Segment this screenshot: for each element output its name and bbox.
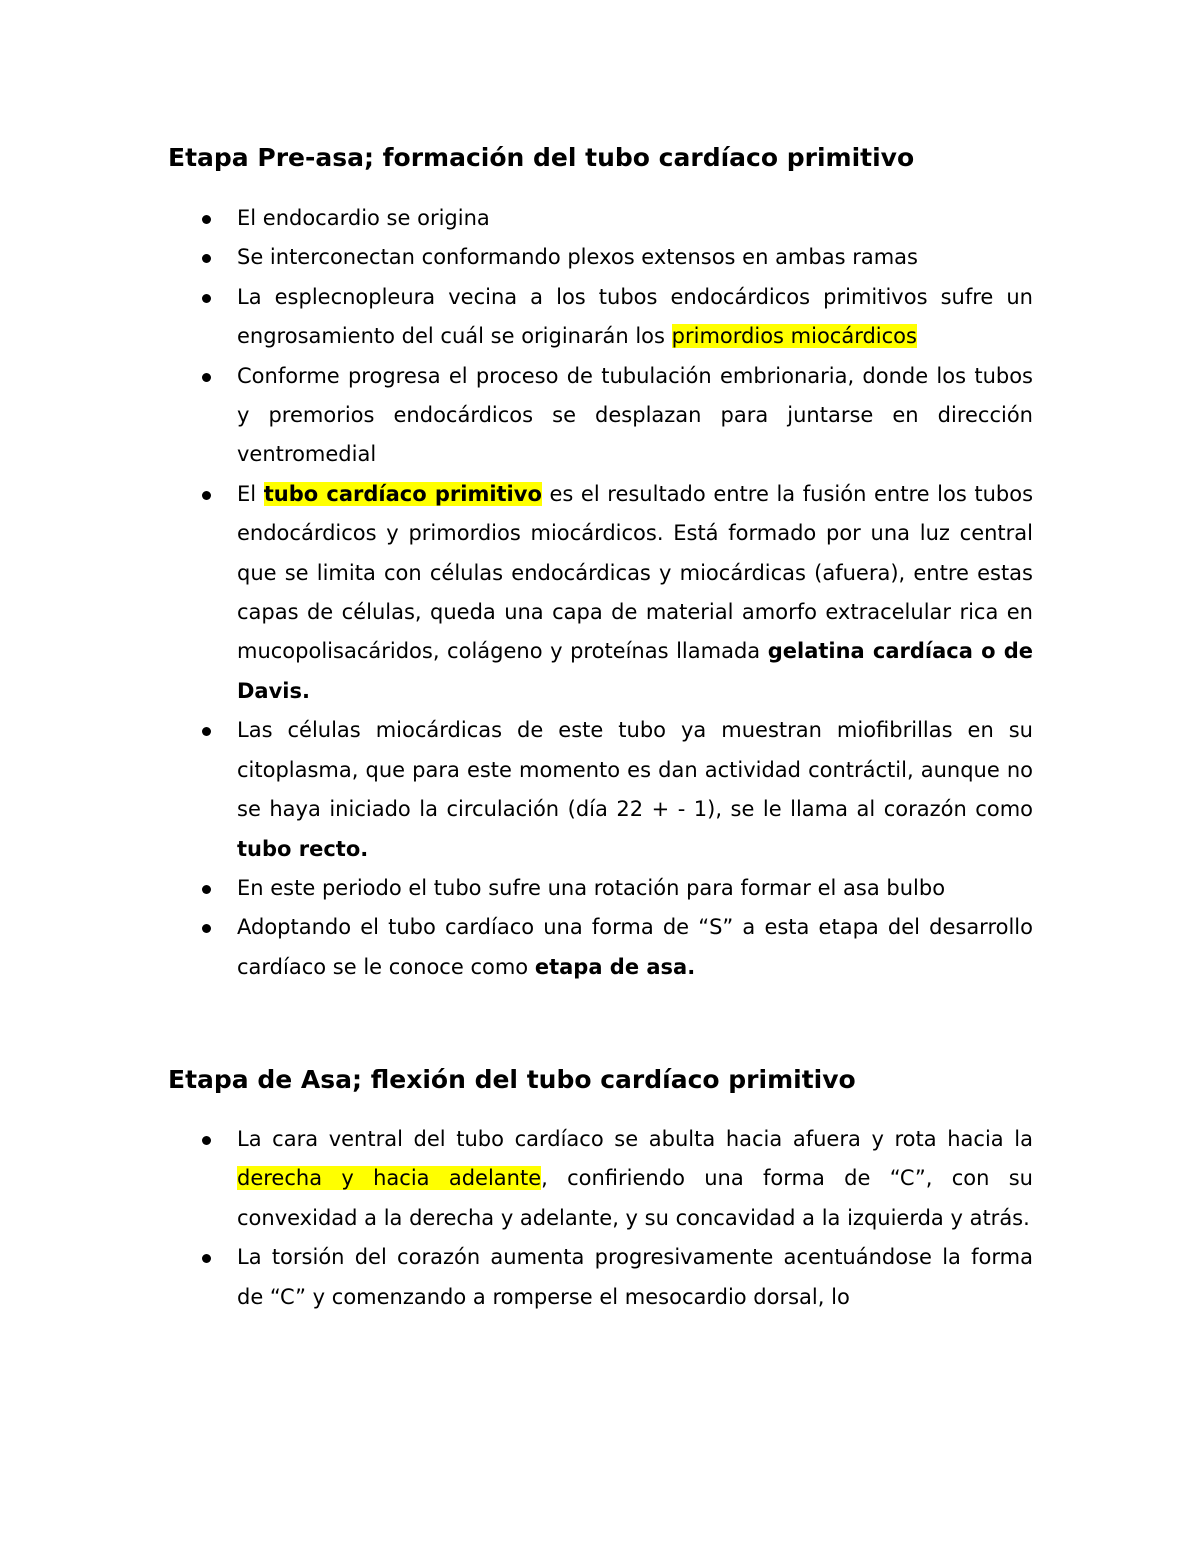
list-item xyxy=(237,278,1033,357)
bullet-text: En este periodo el tubo sufre una rotación para formar el asa bulbo xyxy=(237,875,946,900)
bullet-text: es el resultado entre la fusión entre los tubos endocárdicos y primordios miocárdicos. Está formado por una luz central que se limita con células endocárdicas y miocárdicas (afuera), entre estas capas de células, queda una capa de material amorfo extracelular rica en mucopolisacáridos, colágeno y proteínas llamada xyxy=(237,481,1034,664)
bullet-text: Se interconectan conformando plexos extensos en ambas ramas xyxy=(237,245,918,270)
bold-text: gelatina cardíaca o de Davis. xyxy=(237,639,1033,703)
bold-text: etapa de asa. xyxy=(534,954,696,979)
bullet-text: , confiriendo una forma de “C”, con su convexidad a la derecha y adelante, y su concavidad a la izquierda y atrás. xyxy=(237,1166,1033,1230)
bold-text: tubo recto. xyxy=(237,836,369,861)
list-item xyxy=(237,357,1033,475)
list-item xyxy=(237,238,1033,277)
list-item xyxy=(237,1120,1033,1238)
list-item xyxy=(237,1238,1033,1317)
bullet-text: La esplecnopleura vecina a los tubos endocárdicos primitivos sufre un engrosamiento del cuál se originarán los xyxy=(237,284,1033,349)
bullet-list-pre-asa xyxy=(237,199,1033,987)
bullet-text: El xyxy=(237,481,264,506)
highlighted-text: primordios miocárdicos xyxy=(671,324,917,349)
list-item xyxy=(237,711,1033,869)
list-item xyxy=(237,199,1033,238)
section-title-pre-asa: Etapa Pre-asa; formación del tubo cardíaco primitivo xyxy=(168,143,915,172)
bullet-text: La torsión del corazón aumenta progresivamente acentuándose la forma de “C” y comenzando a romperse el mesocardio dorsal, lo xyxy=(237,1245,1033,1309)
highlighted-text: derecha y hacia adelante xyxy=(237,1166,542,1191)
highlighted-bold-text: tubo cardíaco primitivo xyxy=(263,481,542,506)
list-item xyxy=(237,869,1033,908)
bullet-list-asa xyxy=(237,1120,1033,1317)
bullet-text: Las células miocárdicas de este tubo ya muestran miofibrillas en su citoplasma, que para este momento es dan actividad contráctil, aunque no se haya iniciado la circulación (día 22 + - 1), se le llama al corazón como xyxy=(237,718,1033,822)
list-item xyxy=(237,475,1033,711)
bullet-text: Conforme progresa el proceso de tubulación embrionaria, donde los tubos y premorios endocárdicos se desplazan para juntarse en dirección ventromedial xyxy=(237,363,1033,467)
list-item xyxy=(237,908,1033,987)
bullet-text: Adoptando el tubo cardíaco una forma de “S” a esta etapa del desarrollo cardíaco se le conoce como xyxy=(237,915,1033,979)
section-title-asa: Etapa de Asa; flexión del tubo cardíaco primitivo xyxy=(168,1065,856,1094)
bullet-text: El endocardio se origina xyxy=(237,206,490,230)
bullet-text: La cara ventral del tubo cardíaco se abulta hacia afuera y rota hacia la xyxy=(237,1127,1033,1151)
